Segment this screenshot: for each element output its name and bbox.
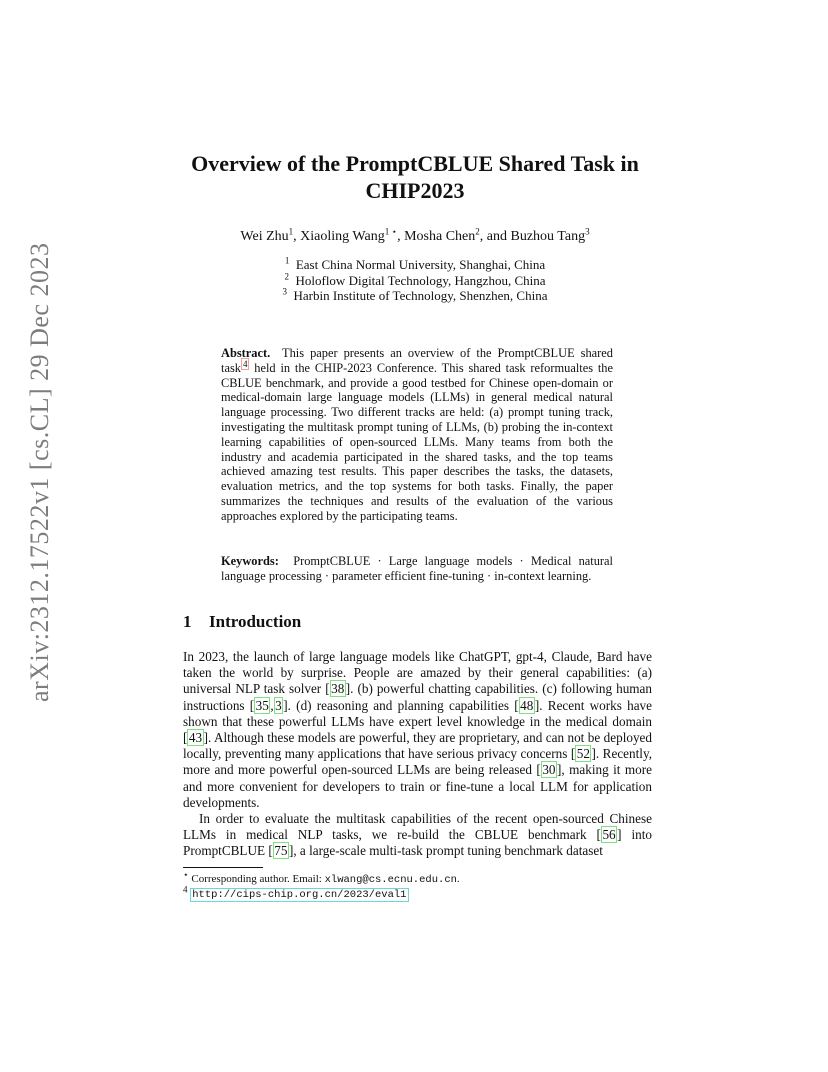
body-text — [183, 649, 652, 860]
abstract-text: This paper presents an overview of the PromptCBLUE shared task — [221, 346, 613, 375]
author-name: Buzhou Tang — [510, 229, 586, 244]
citation-link[interactable]: 3 — [275, 697, 282, 713]
footnote-mark: 4 — [183, 884, 188, 895]
affiliation-number: 1 — [284, 255, 290, 266]
author-name: Wei Zhu — [240, 229, 289, 244]
citation-link[interactable]: 75 — [274, 843, 288, 859]
text-run: ]. (b) powerful chatting capabilities. (c) following human instructions [ — [183, 681, 653, 713]
footnote-url-link[interactable]: http://cips-chip.org.cn/2023/eval1 — [192, 889, 407, 901]
affiliation — [170, 273, 660, 289]
footnote — [183, 884, 652, 902]
text-run: In order to evaluate the multitask capabilities of the recent open-sourced Chinese LLMs in medical NLP tasks, we re-build the CBLUE benchmark [ — [183, 811, 652, 843]
author-affiliation-mark: 1 ⋆ — [384, 226, 398, 237]
paragraph — [183, 649, 652, 811]
text-run: [ — [325, 681, 330, 697]
text-run: ]. Recent works have shown that these powerful LLMs have expert level knowledge in the medical domain [ — [183, 697, 652, 746]
author-list: Wei Zhu$^1$, Xiaoling Wang$^{1 ⋆}$, Mosha Chen$^2$, and Buzhou Tang$^3$ — [240, 226, 590, 244]
text-run: ], a large-scale multi-task prompt tuning benchmark dataset — [288, 843, 603, 859]
keywords-text: PromptCBLUE · Large language models · Medical natural language processing · parameter efficient fine-tuning · in-context learning. — [221, 554, 614, 583]
keywords-label: Keywords: — [221, 554, 279, 568]
citation-link[interactable]: 52 — [576, 746, 590, 762]
section-number: 1 — [183, 612, 192, 631]
author-name: Xiaoling Wang — [300, 229, 385, 244]
citation-link[interactable]: 38 — [331, 681, 345, 697]
abstract-label: Abstract. — [221, 346, 271, 360]
citation-link[interactable]: 48 — [520, 697, 534, 713]
footnote-link[interactable]: 4 — [242, 358, 248, 369]
affiliation — [170, 257, 660, 273]
text-run: , — [270, 697, 274, 713]
footnotes — [183, 869, 652, 902]
author-name: Mosha Chen — [404, 229, 476, 244]
affiliation-number: 2 — [284, 271, 289, 282]
affiliation — [170, 288, 660, 304]
author-affiliation-mark: 1 — [288, 226, 294, 237]
footnote-email: xlwang@cs.ecnu.edu.cn — [324, 874, 457, 886]
citation-link[interactable]: 43 — [188, 730, 203, 746]
footnote-mark: ⋆ — [183, 869, 189, 880]
paragraph — [183, 811, 652, 860]
footnote-text: . — [456, 873, 460, 885]
citation-link[interactable]: 56 — [602, 827, 616, 843]
citation-link[interactable]: 35 — [255, 697, 269, 713]
affiliation-text: Holoflow Digital Technology, Hangzhou, China — [295, 272, 546, 288]
footnote-divider — [183, 867, 263, 868]
abstract-text: held in the CHIP-2023 Conference. This shared task reformualtes the CBLUE benchmark, and provide a good testbed for Chinese open-domain or medical-domain large language models (LLMs) in general medical natural language processing. Two different tracks are held: (a) prompt tuning track, investigating the multitask prompt tuning of LLMs, (b) probing the in-context learning capabilities of open-sourced LLMs. Many teams from both the industry and academia participated in the shared tasks, and the top teams achieved amazing test results. This paper describes the tasks, the datasets, evaluation metrics, and the top systems for both tasks. Finally, the paper summarizes the techniques and results of the evaluation of the various approaches explored by the participating teams. — [221, 360, 613, 523]
author-affiliation-mark: 3 — [585, 226, 590, 237]
citation-link[interactable]: 30 — [542, 762, 556, 778]
abstract — [221, 346, 613, 524]
affiliation-text: Harbin Institute of Technology, Shenzhen, China — [293, 288, 548, 303]
affiliation-number: 3 — [282, 286, 287, 297]
keywords — [221, 554, 613, 584]
text-run: ] into PromptCBLUE [ — [183, 827, 652, 859]
section-heading — [183, 612, 301, 632]
section-title: Introduction — [209, 612, 302, 631]
affiliation-list — [170, 257, 660, 304]
text-run: ]. Recently, more and more powerful open-sourced LLMs are being released [ — [183, 746, 652, 778]
footnote-text: Corresponding author. Email: — [191, 873, 325, 885]
arxiv-identifier: arXiv:2312.17522v1 [cs.CL] 29 Dec 2023 — [25, 242, 54, 702]
author-affiliation-mark: 2 — [475, 226, 480, 237]
text-run: ]. (d) reasoning and planning capabilities [ — [283, 697, 519, 713]
paper-title: Overview of the PromptCBLUE Shared Task in CHIP2023 — [191, 151, 639, 203]
text-run: ]. Although these models are powerful, they are proprietary, and can not be deployed locally, preventing many applications that have serious privacy concerns [ — [183, 730, 652, 762]
affiliation-text: East China Normal University, Shanghai, China — [295, 257, 546, 272]
text-run: ], making it more and more convenient for developers to train or fine-tune a local LLM for application developments. — [183, 762, 652, 810]
text-run: In 2023, the launch of large language models like ChatGPT, gpt-4, Claude, Bard have taken the world by surprise. People are amazed by their general capabilities: (a) universal NLP task solver — [183, 649, 652, 697]
footnote — [183, 869, 652, 887]
